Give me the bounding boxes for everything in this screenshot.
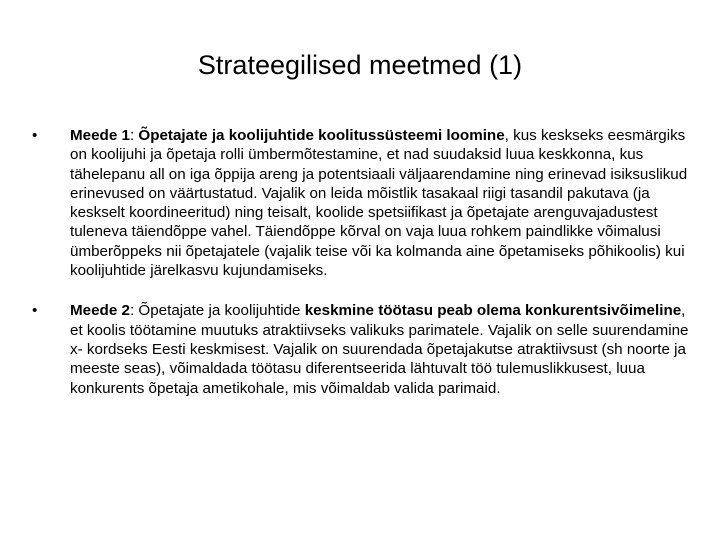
- bullet-list: [32, 126, 692, 398]
- bullet-dot: •: [32, 302, 38, 320]
- slide-title: Strateegilised meetmed (1): [197, 50, 523, 80]
- measure-text: , et koolis töötamine muutuks atraktiivseks valikuks parimatele. Vajalik on selle suurendamine x- kordseks Eesti keskmisest. Vajalik on suurendada õpetajakutse atraktiivsust (sh noorte ja meeste seas), võimaldada töötasu diferentseerida lähtuvalt töö tulemuslikkusest, luua konkurents õpetaja ametikohale, mis võimaldab valida parimaid.: [70, 302, 689, 397]
- measure-plain-text: Õpetajate ja koolijuhtide: [138, 302, 305, 320]
- label-separator: :: [129, 127, 139, 144]
- measure-bold-text: keskmine töötasu peab olema konkurentsivõimeline: [304, 302, 682, 320]
- bullet-item-meede-2: [32, 301, 692, 397]
- bullet-dot: •: [32, 127, 38, 144]
- measure-label: Meede 1: [70, 127, 130, 144]
- label-separator: :: [129, 302, 139, 320]
- measure-label: Meede 2: [70, 302, 130, 320]
- measure-text: , kus keskseks eesmärgiks on koolijuhi ja õpetaja rolli ümbermõtestamine, et nad suudaksid luua keskkonna, kus tähelepanu all on iga õppija areng ja potentsiaali väljaarendamine ning erinevad isiksuslikud erinevused on väärtustatud. Vajalik on leida mõistlik tasakaal riigi tasandil pakutava (ja keskselt koordineeritud) ning teisalt, koolide spetsiifikast ja õpetajate arenguvajadustest tuleneva täiendõppe vahel. Täiendõppe kõrval on vaja luua rohkem paindlikke võimalusi ümberõppeks nii õpetajatele (vajalik teise või ka kolmanda aine õpetamiseks põhikoolis) kui koolijuhtide järelkasvu kujundamiseks.: [70, 127, 688, 280]
- measure-bold-text: Õpetajate ja koolijuhtide koolitussüsteemi loomine: [138, 127, 505, 144]
- bullet-item-meede-1: [32, 126, 692, 280]
